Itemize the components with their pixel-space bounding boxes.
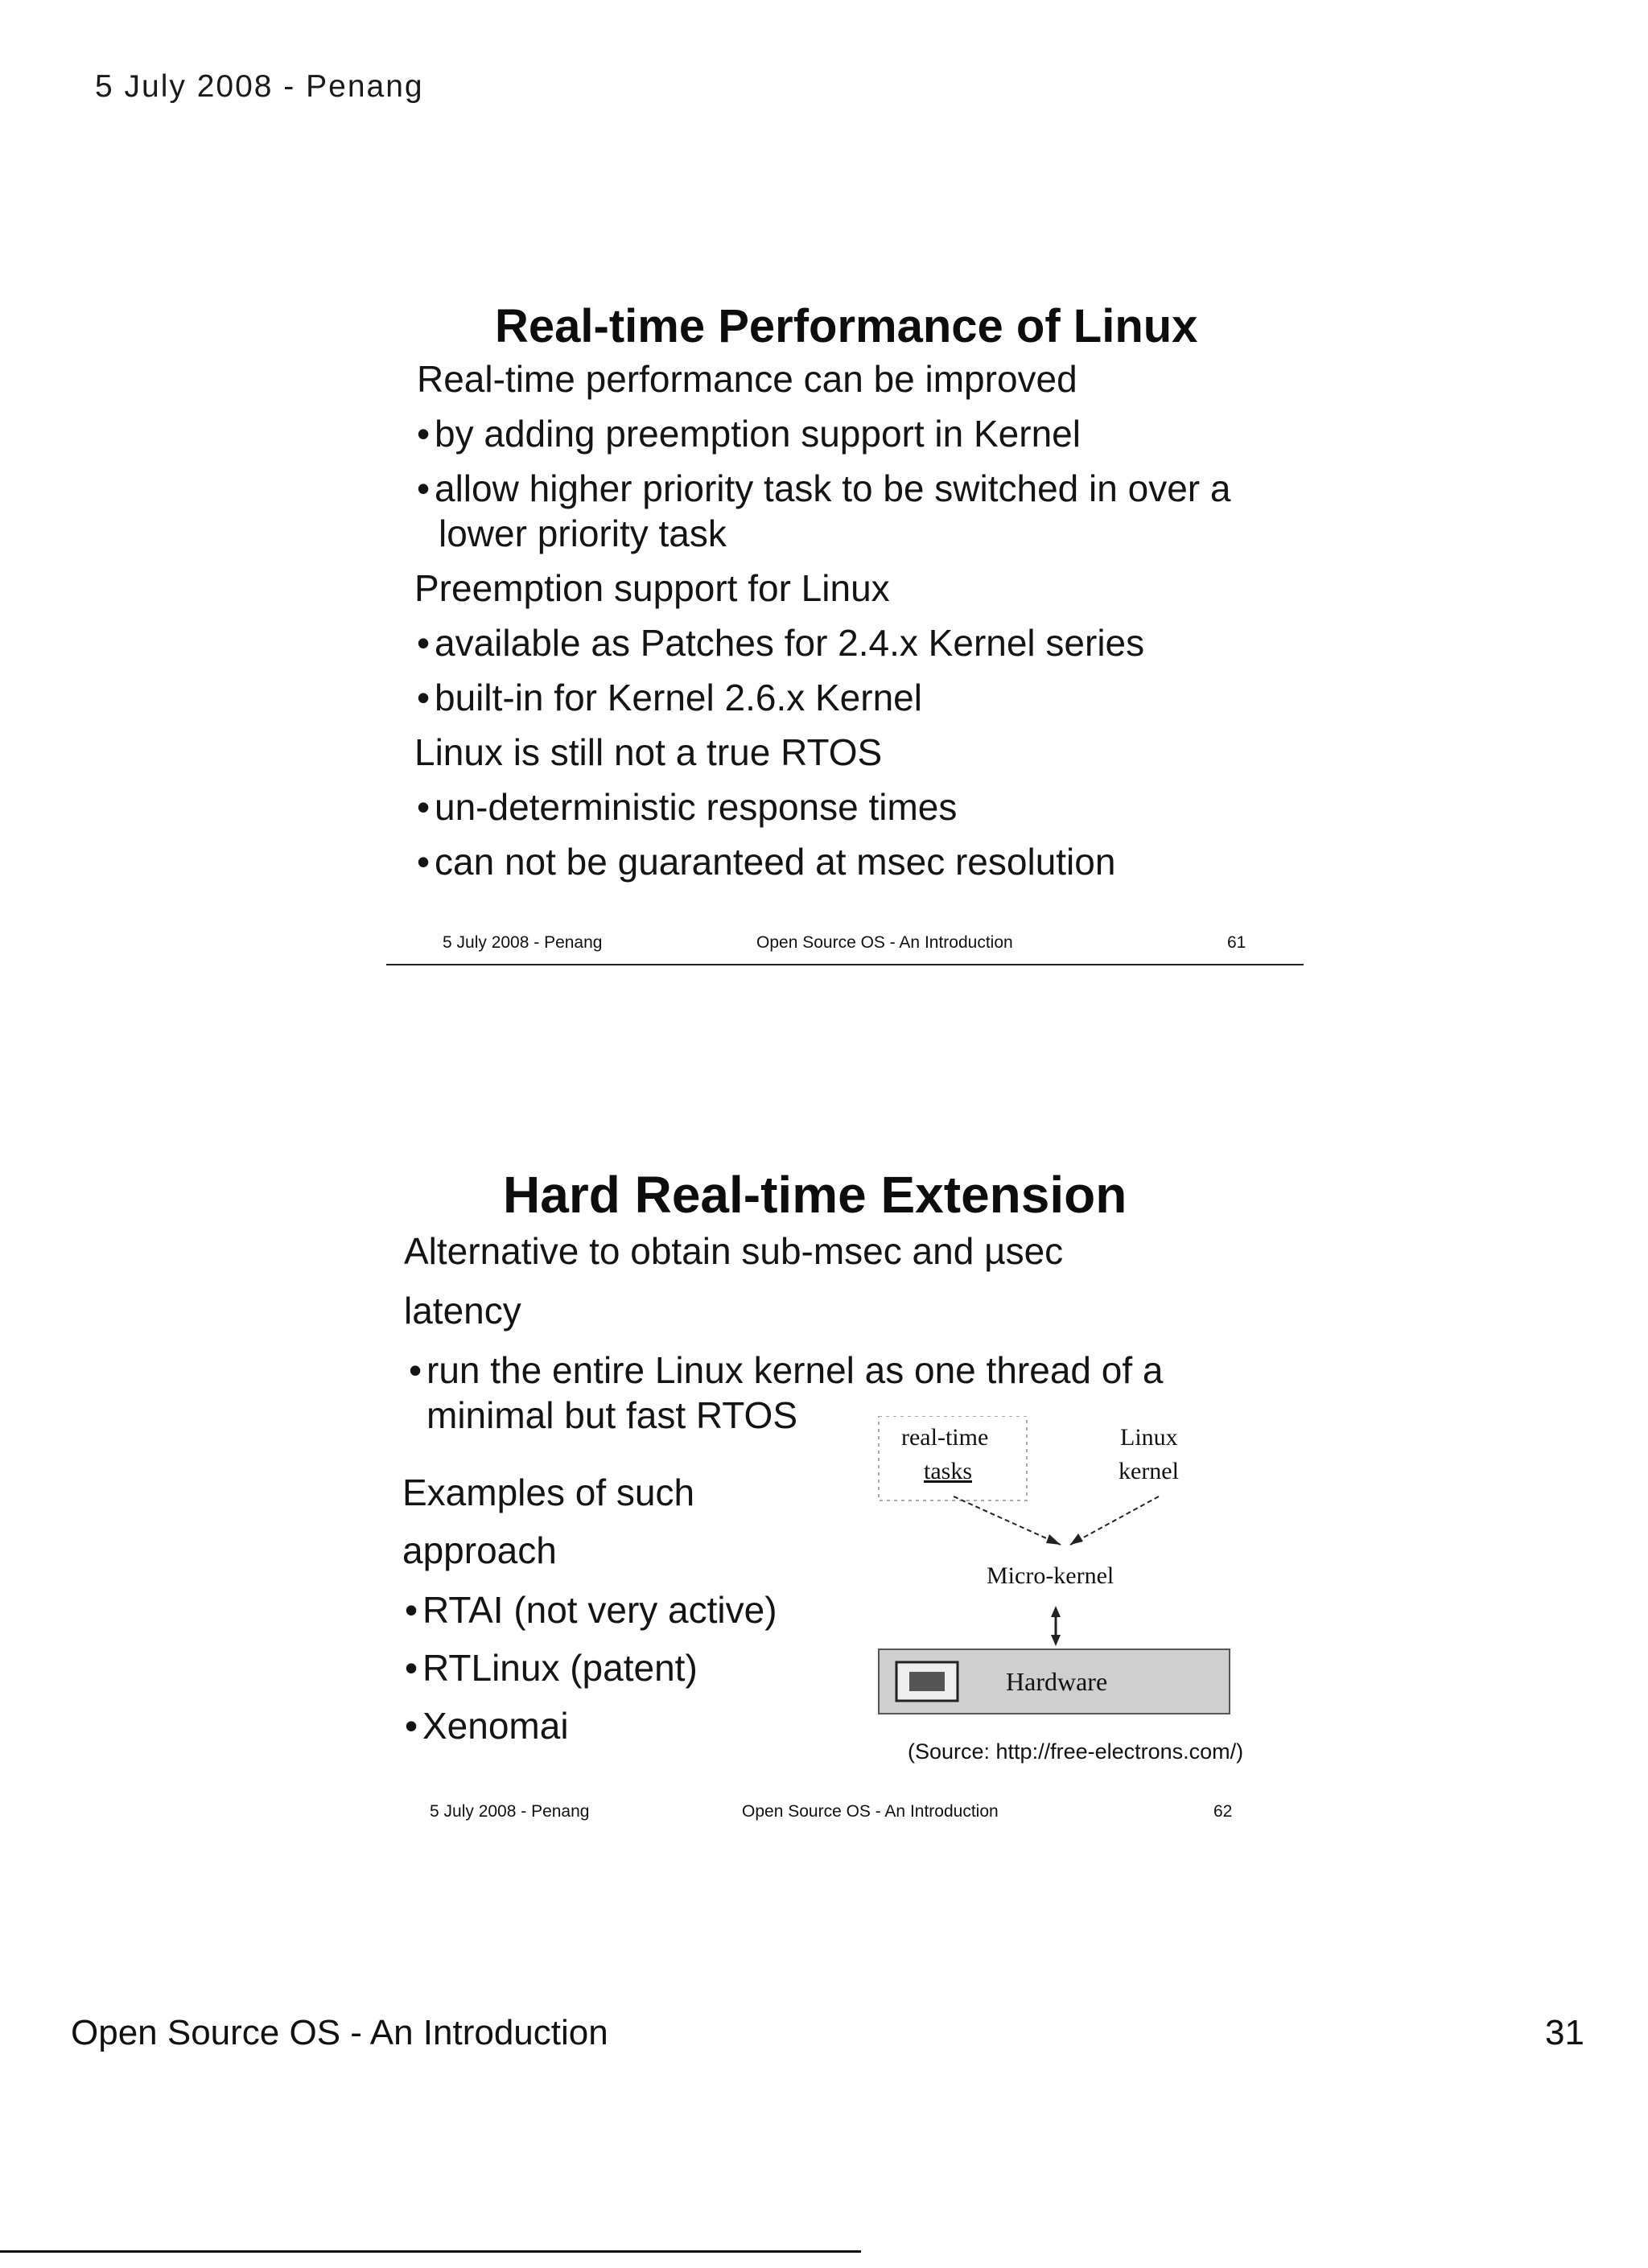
rt-tasks-label-line1: real-time [901, 1424, 989, 1451]
bullet-item: • un-deterministic response times [435, 785, 957, 829]
slide-text: Alternative to obtain sub-msec and µsec [404, 1230, 1064, 1272]
page-header-date: 5 July 2008 - Penang [95, 69, 424, 104]
arrowhead [1070, 1533, 1083, 1545]
slide-title: Real-time Performance of Linux [495, 300, 1198, 352]
slide-footer-title: Open Source OS - An Introduction [756, 933, 1013, 952]
slide-text: minimal but fast RTOS [426, 1394, 798, 1436]
slide-footer-number: 62 [1213, 1802, 1233, 1821]
slide-text: approach [402, 1529, 557, 1571]
bullet-item: • can not be guaranteed at msec resolution [435, 840, 1115, 883]
hardware-label: Hardware [1006, 1667, 1108, 1696]
microkernel-diagram [877, 1416, 1231, 1722]
bullet-item: • by adding preemption support in Kernel [435, 412, 1081, 455]
page-bottom-edge [0, 2250, 861, 2253]
slide-text: Real-time performance can be improved [417, 358, 1077, 400]
chip-icon-core [909, 1672, 945, 1691]
arrowhead [1046, 1534, 1061, 1545]
bullet-item: • run the entire Linux kernel as one thread of a [426, 1348, 1164, 1392]
slide-footer-number: 61 [1227, 933, 1246, 952]
bullet-item: • allow higher priority task to be switched in over a [435, 467, 1230, 510]
bullet-item: • RTAI (not very active) [422, 1588, 777, 1632]
arrow-rt-tasks-to-microkernel [954, 1496, 1061, 1545]
microkernel-label: Micro-kernel [987, 1562, 1114, 1589]
slide-text: Examples of such [402, 1472, 695, 1513]
slide-text: latency [404, 1290, 521, 1332]
slide-text: Preemption support for Linux [414, 567, 890, 609]
slide-footer-date: 5 July 2008 - Penang [443, 933, 603, 952]
bullet-item: • Xenomai [422, 1704, 569, 1747]
page-number: 31 [1545, 2013, 1584, 2052]
linux-kernel-label-line2: kernel [1119, 1458, 1179, 1484]
slide-text: Linux is still not a true RTOS [414, 731, 883, 773]
slide-text: lower priority task [439, 512, 727, 554]
rt-tasks-label-line2: tasks [924, 1458, 972, 1484]
arrow-linux-kernel-to-microkernel [1070, 1496, 1159, 1545]
slide-title: Hard Real-time Extension [503, 1166, 1127, 1224]
slide-footer-date: 5 July 2008 - Penang [430, 1802, 590, 1821]
linux-kernel-label-line1: Linux [1120, 1424, 1178, 1451]
arrowhead [1051, 1606, 1061, 1617]
arrowhead [1051, 1635, 1061, 1646]
slide-footer-title: Open Source OS - An Introduction [742, 1802, 999, 1821]
bullet-item: • RTLinux (patent) [422, 1646, 698, 1690]
slide-divider [386, 964, 1304, 965]
bullet-item: • available as Patches for 2.4.x Kernel series [435, 621, 1144, 665]
bullet-item: • built-in for Kernel 2.6.x Kernel [435, 676, 922, 719]
page-footer-title: Open Source OS - An Introduction [71, 2013, 608, 2052]
diagram-source: (Source: http://free-electrons.com/) [908, 1739, 1244, 1764]
